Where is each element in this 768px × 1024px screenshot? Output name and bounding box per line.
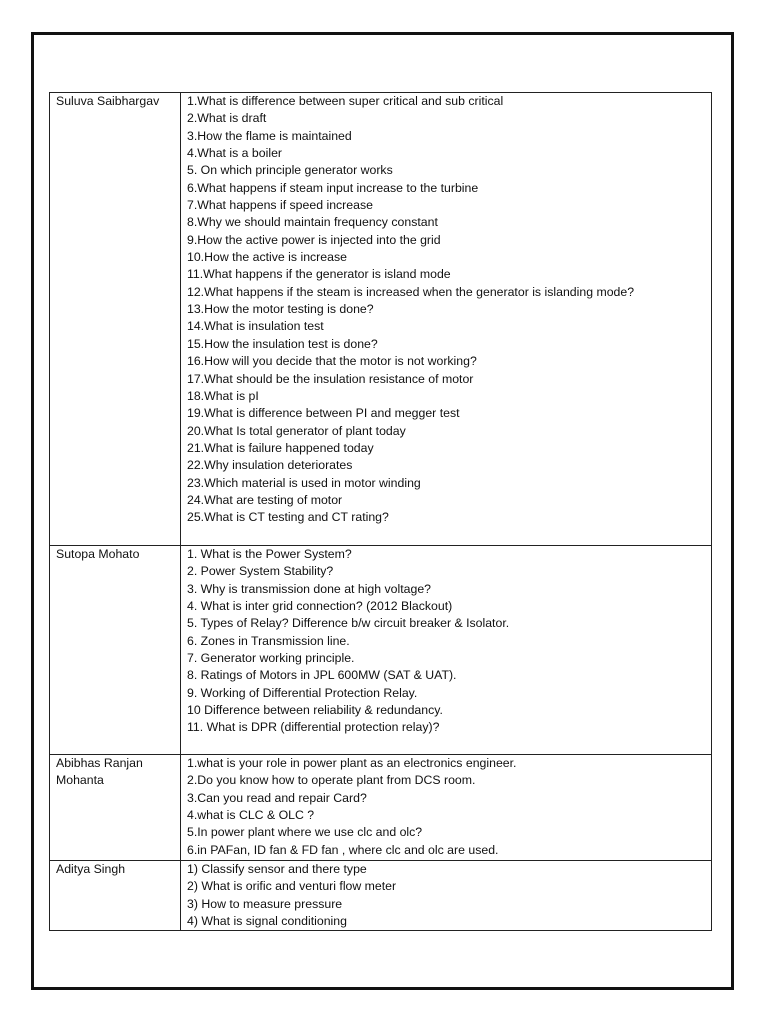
question-item: 2.Do you know how to operate plant from DCS room.	[187, 773, 476, 788]
question-item: 5. Types of Relay? Difference b/w circuit breaker & Isolator.	[187, 616, 510, 631]
question-item: 8.Why we should maintain frequency constant	[187, 215, 438, 230]
question-item: 10.How the active is increase	[187, 250, 347, 265]
question-item: 5. On which principle generator works	[187, 163, 393, 178]
question-item: 7.What happens if speed increase	[187, 198, 373, 213]
question-item: 9.How the active power is injected into the grid	[187, 232, 441, 247]
question-item: 4.What is a boiler	[187, 146, 283, 161]
question-item: 3) How to measure pressure	[187, 896, 343, 911]
question-item: 1.what is your role in power plant as an electronics engineer.	[187, 756, 517, 770]
question-item: 7. Generator working principle.	[187, 651, 355, 666]
question-list	[187, 755, 705, 859]
table-row	[50, 755, 712, 861]
question-item: 25.What is CT testing and CT rating?	[187, 510, 389, 525]
candidate-name: Suluva Saibhargav	[50, 93, 181, 546]
question-list	[187, 861, 705, 930]
question-item: 11.What happens if the generator is island mode	[187, 267, 451, 282]
question-item: 6. Zones in Transmission line.	[187, 633, 350, 648]
question-item: 14.What is insulation test	[187, 319, 324, 334]
question-list	[187, 93, 705, 527]
table-row	[50, 546, 712, 755]
question-item: 4) What is signal conditioning	[187, 914, 347, 929]
table-row	[50, 861, 712, 931]
questions-cell	[181, 93, 712, 546]
question-item: 11. What is DPR (differential protection relay)?	[187, 720, 440, 735]
question-item: 2.What is draft	[187, 111, 267, 126]
question-item: 15.How the insulation test is done?	[187, 336, 378, 351]
question-item: 23.Which material is used in motor winding	[187, 475, 421, 490]
question-item: 18.What is pI	[187, 388, 259, 403]
question-item: 5.In power plant where we use clc and olc?	[187, 825, 423, 840]
question-item: 3. Why is transmission done at high voltage?	[187, 581, 432, 596]
question-item: 1) Classify sensor and there type	[187, 862, 367, 876]
question-item: 13.How the motor testing is done?	[187, 302, 374, 317]
question-item: 2. Power System Stability?	[187, 564, 334, 579]
question-item: 10 Difference between reliability & redundancy.	[187, 703, 443, 718]
table-row	[50, 93, 712, 546]
question-item: 1. What is the Power System?	[187, 547, 352, 561]
question-list	[187, 546, 705, 737]
question-item: 3.Can you read and repair Card?	[187, 790, 367, 805]
questions-cell	[181, 546, 712, 755]
questions-cell	[181, 755, 712, 861]
question-item: 19.What is difference between PI and megger test	[187, 406, 460, 421]
question-item: 12.What happens if the steam is increased when the generator is islanding mode?	[187, 284, 635, 299]
question-item: 2) What is orific and venturi flow meter	[187, 879, 397, 894]
question-item: 24.What are testing of motor	[187, 492, 343, 507]
question-item: 20.What Is total generator of plant today	[187, 423, 406, 438]
question-item: 1.What is difference between super critical and sub critical	[187, 94, 504, 108]
candidate-name: Sutopa Mohato	[50, 546, 181, 755]
question-item: 4.what is CLC & OLC ?	[187, 808, 315, 823]
interview-questions-table	[49, 92, 712, 931]
question-item: 21.What is failure happened today	[187, 440, 374, 455]
candidate-name: Abibhas Ranjan Mohanta	[50, 755, 181, 861]
questions-cell	[181, 861, 712, 931]
question-item: 9. Working of Differential Protection Relay.	[187, 685, 418, 700]
question-item: 16.How will you decide that the motor is not working?	[187, 354, 477, 369]
question-item: 8. Ratings of Motors in JPL 600MW (SAT & UAT).	[187, 668, 457, 683]
question-item: 6.in PAFan, ID fan & FD fan , where clc and olc are used.	[187, 842, 499, 857]
question-item: 6.What happens if steam input increase to the turbine	[187, 180, 479, 195]
question-item: 17.What should be the insulation resistance of motor	[187, 371, 474, 386]
candidate-name: Aditya Singh	[50, 861, 181, 931]
question-item: 4. What is inter grid connection? (2012 Blackout)	[187, 599, 453, 614]
question-item: 3.How the flame is maintained	[187, 128, 352, 143]
question-item: 22.Why insulation deteriorates	[187, 458, 353, 473]
